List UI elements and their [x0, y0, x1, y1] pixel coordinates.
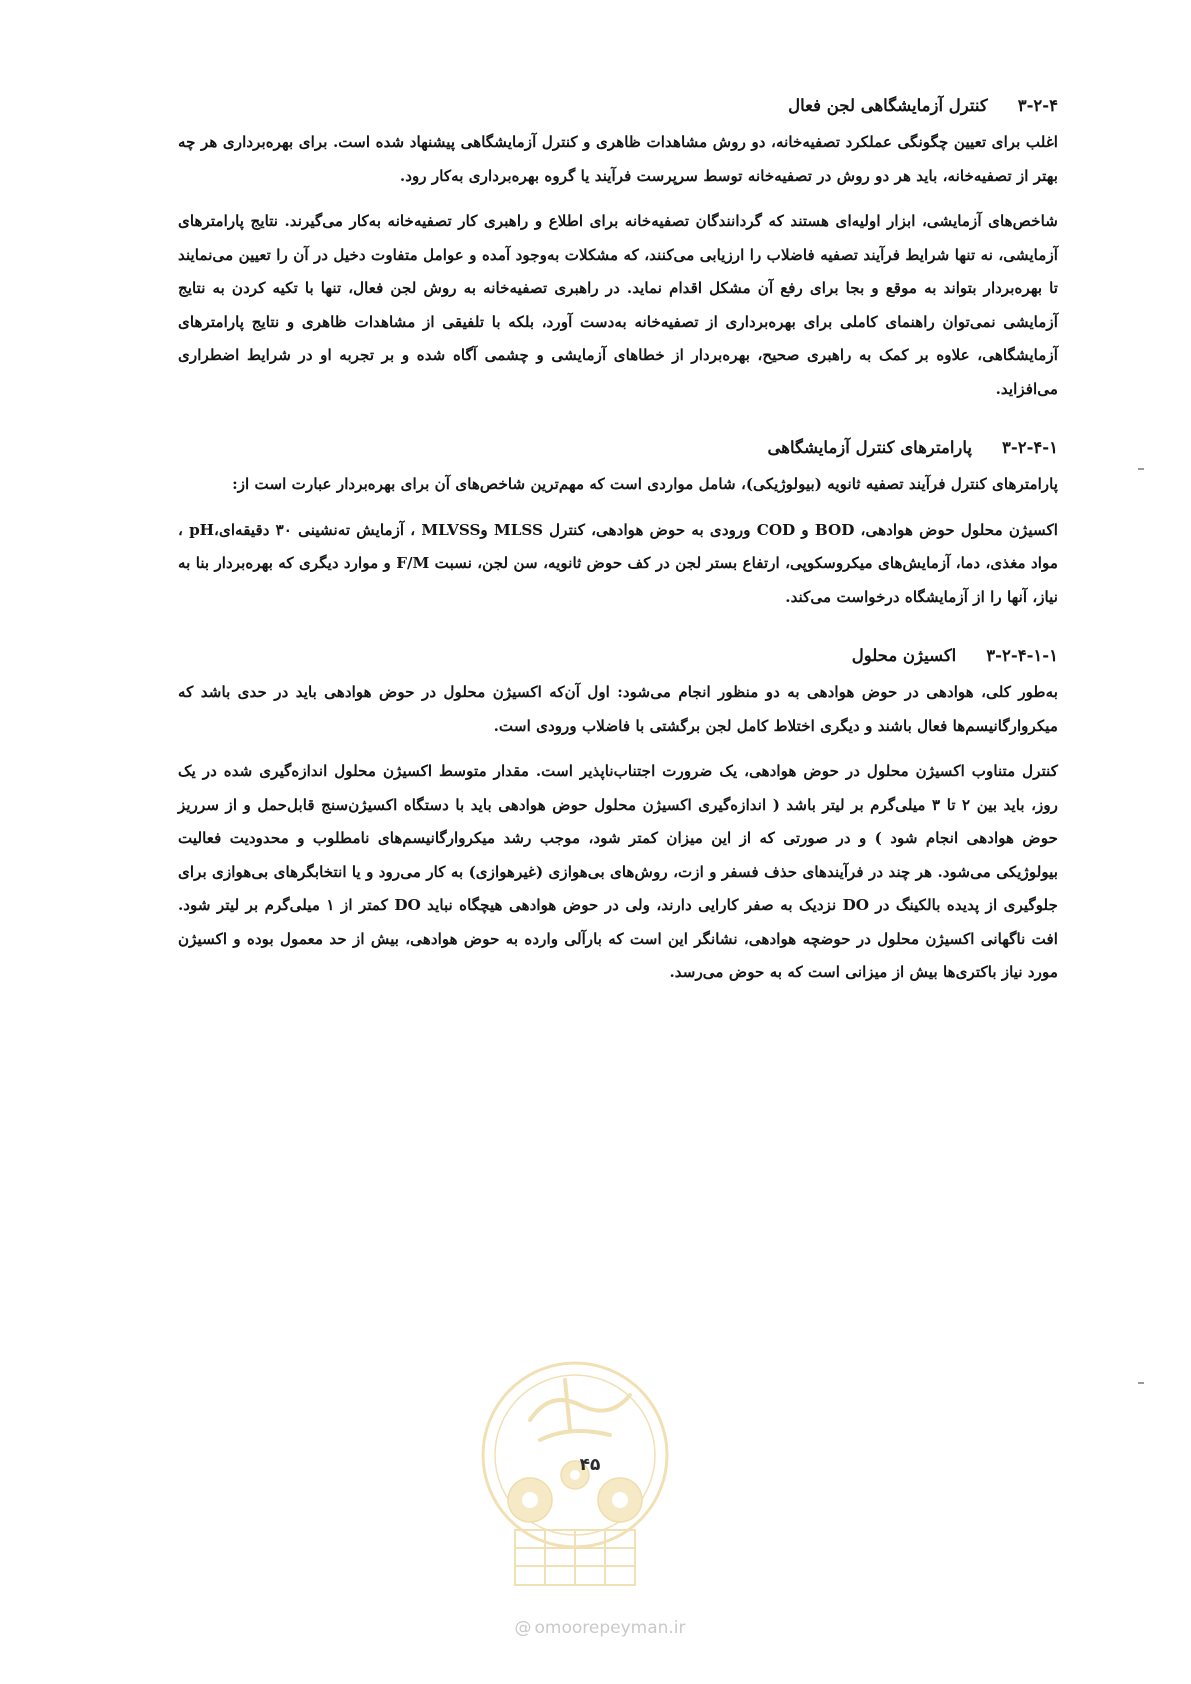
- section-title: پارامترهای کنترل آزمایشگاهی: [767, 438, 972, 457]
- paragraph: اکسیژن محلول حوض هوادهی، BOD و COD ورودی به حوض هوادهی، کنترل MLSS وMLVSS ، آزمایش ته‌نشینی ۳۰ دقیقه‌ای،pH ، مواد مغذی، دما، آزمایش‌های میکروسکوپی، ارتفاع بستر لجن در کف حوض ثانویه، سن لجن، نسبت F/M و موارد دیگری که بهره‌بردار بنا به نیاز، آنها را از آزمایشگاه درخواست می‌کند.: [178, 520, 1058, 606]
- section-number: ۳-۲-۴-۱-۱: [986, 646, 1058, 665]
- section-title: اکسیژن محلول: [851, 646, 957, 665]
- paragraph: شاخص‌های آزمایشی، ابزار اولیه‌ای هستند که گردانندگان تصفیه‌خانه برای اطلاع و راهبری کار تصفیه‌خانه به‌کار می‌گیرند. نتایج پارامترهای آزمایشی، نه تنها شرایط فرآیند تصفیه فاضلاب را ارزیابی می‌کنند، که مشکلات به‌وجود آمده و عوامل متفاوت دخیل در آن را تعیین می‌نمایند تا بهره‌بردار بتواند به موقع و بجا برای رفع آن مشکل اقدام نماید. در راهبری تصفیه‌خانه به روش لجن فعال، تنها با تکیه کردن به نتایج آزمایشی نمی‌توان راهنمای کاملی برای بهره‌برداری از تصفیه‌خانه به‌دست آورد، بلکه با تلفیقی از مشاهدات ظاهری و نتایج پارامترهای آزمایشگاهی، علاوه بر کمک به راهبری صحیح، بهره‌بردار از خطاهای آزمایشی و چشمی آگاه شده و بر تجربه او در شرایط اضطراری می‌افزاید.: [178, 212, 1058, 398]
- margin-mark: [1138, 1382, 1144, 1384]
- paragraph: به‌طور کلی، هوادهی در حوض هوادهی به دو منظور انجام می‌شود: اول آن‌که اکسیژن محلول در حوض هوادهی باید در حدی باشد که میکروارگانیسم‌ها فعال باشند و دیگری اختلاط کامل لجن برگشتی با فاضلاب ورودی است.: [178, 683, 1058, 735]
- section-heading: [178, 434, 1058, 462]
- margin-mark: [1138, 468, 1144, 470]
- section-number: ۳-۲-۴-۱: [1002, 438, 1058, 457]
- paragraph: پارامترهای کنترل فرآیند تصفیه ثانویه (بیولوژیکی)، شامل مواردی است که مهم‌ترین شاخص‌های آن برای بهره‌بردار عبارت است از:: [232, 475, 1058, 493]
- watermark-logo: [470, 1350, 680, 1600]
- section-title: کنترل آزمایشگاهی لجن فعال: [788, 96, 988, 115]
- paragraph: اغلب برای تعیین چگونگی عملکرد تصفیه‌خانه، دو روش مشاهدات ظاهری و کنترل آزمایشگاهی پیشنهاد شده است. برای بهره‌برداری هر چه بهتر از تصفیه‌خانه، باید هر دو روش در تصفیه‌خانه توسط سرپرست فرآیند یا گروه بهره‌برداری به‌کار رود.: [178, 133, 1058, 185]
- footer-site-text: omoorepeyman.ir: [534, 1618, 686, 1638]
- section-heading: [178, 92, 1058, 120]
- section-heading: [178, 642, 1058, 670]
- section-number: ۳-۲-۴: [1017, 96, 1058, 115]
- footer-site: [460, 1618, 740, 1638]
- page-number: ۴۵: [579, 1455, 601, 1475]
- at-sign-icon: @: [514, 1618, 532, 1638]
- page-body: [178, 92, 1058, 1002]
- paragraph: کنترل متناوب اکسیژن محلول در حوض هوادهی، یک ضرورت اجتناب‌ناپذیر است. مقدار متوسط اکسیژن محلول اندازه‌گیری شده در یک روز، باید بین ۲ تا ۳ میلی‌گرم بر لیتر باشد ( اندازه‌گیری اکسیژن محلول حوض هوادهی باید با دستگاه اکسیژن‌سنج قابل‌حمل و از سرریز حوض هوادهی انجام شود ) و در صورتی که از این میزان کمتر شود، موجب رشد میکروارگانیسم‌های نامطلوب و محدودیت فعالیت بیولوژیکی می‌شود. هر چند در فرآیندهای حذف فسفر و ازت، روش‌های بی‌هوازی (غیرهوازی) به کار می‌رود و یا انتخابگرهای بی‌هوازی برای جلوگیری از پدیده بالکینگ در DO نزدیک به صفر کارایی دارند، ولی در حوض هوادهی هیچگاه نباید DO کمتر از ۱ میلی‌گرم بر لیتر شود. افت ناگهانی اکسیژن محلول در حوضچه هوادهی، نشانگر این است که بارآلی وارده به حوض هوادهی، بیش از حد معمول بوده و اکسیژن مورد نیاز باکتری‌ها بیش از میزانی است که به حوض می‌رسد.: [178, 762, 1058, 981]
